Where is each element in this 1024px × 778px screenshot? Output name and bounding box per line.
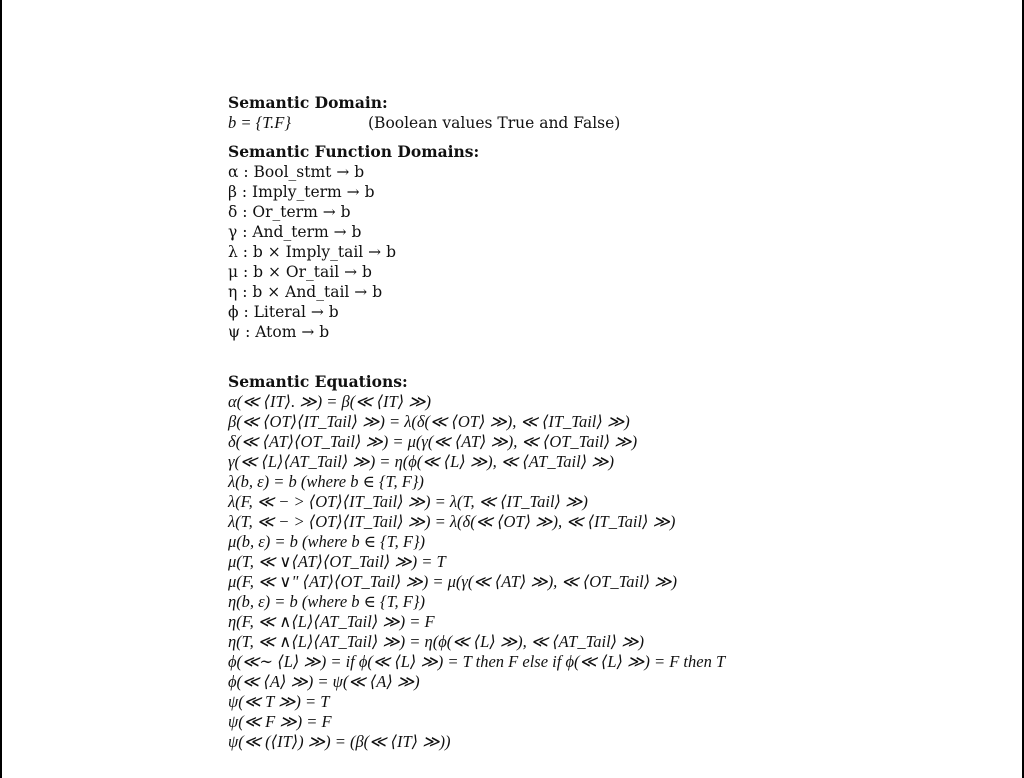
semantic-equation: λ(T, ≪ − > ⟨OT⟩⟨IT_Tail⟩ ≫) = λ(δ(≪ ⟨OT⟩ ≫), ≪ ⟨IT_Tail⟩ ≫) (228, 512, 676, 531)
function-domain-item: η : b × And_tail → b (228, 283, 383, 301)
semantic-equation: β(≪ ⟨OT⟩⟨IT_Tail⟩ ≫) = λ(δ(≪ ⟨OT⟩ ≫), ≪ ⟨IT_Tail⟩ ≫) (228, 412, 630, 431)
semantic-equation: α(≪ ⟨IT⟩. ≫) = β(≪ ⟨IT⟩ ≫) (228, 392, 432, 411)
function-domain-item: γ : And_term → b (228, 223, 362, 241)
function-domain-item: λ : b × Imply_tail → b (228, 243, 397, 261)
document-content (228, 93, 1008, 752)
semantic-equation: ϕ(≪ ⟨A⟩ ≫) = ψ(≪ ⟨A⟩ ≫) (228, 672, 420, 691)
semantic-domain-definition-row (228, 113, 1008, 133)
semantic-domain-definition: b = {T.F} (228, 113, 291, 132)
function-domain-item: β : Imply_term → b (228, 183, 375, 201)
semantic-domain-heading: Semantic Domain: (228, 93, 388, 112)
semantic-domain-note: (Boolean values True and False) (368, 114, 621, 132)
function-domain-item: δ : Or_term → b (228, 203, 351, 221)
function-domain-item: α : Bool_stmt → b (228, 163, 365, 181)
semantic-equation: ψ(≪ F ≫) = F (228, 712, 332, 731)
semantic-equation: γ(≪ ⟨L⟩⟨AT_Tail⟩ ≫) = η(ϕ(≪ ⟨L⟩ ≫), ≪ ⟨AT_Tail⟩ ≫) (228, 452, 615, 471)
semantic-equations-heading: Semantic Equations: (228, 372, 408, 391)
document-page (2, 0, 1022, 778)
semantic-equation: δ(≪ ⟨AT⟩⟨OT_Tail⟩ ≫) = μ(γ(≪ ⟨AT⟩ ≫), ≪ ⟨OT_Tail⟩ ≫) (228, 432, 638, 451)
semantic-equation: λ(F, ≪ − > ⟨OT⟩⟨IT_Tail⟩ ≫) = λ(T, ≪ ⟨IT_Tail⟩ ≫) (228, 492, 588, 511)
function-domains-heading: Semantic Function Domains: (228, 142, 480, 161)
function-domains-list (228, 162, 1008, 342)
semantic-equation: ψ(≪ (⟨IT⟩) ≫) = (β(≪ ⟨IT⟩ ≫)) (228, 732, 451, 751)
semantic-equation: μ(F, ≪ ∨" ⟨AT⟩⟨OT_Tail⟩ ≫) = μ(γ(≪ ⟨AT⟩ ≫), ≪ ⟨OT_Tail⟩ ≫) (228, 572, 678, 591)
semantic-equation: η(F, ≪ ∧⟨L⟩⟨AT_Tail⟩ ≫) = F (228, 612, 435, 631)
semantic-equation: λ(b, ε) = b (where b ∈ {T, F}) (228, 472, 424, 491)
semantic-equation: ψ(≪ T ≫) = T (228, 692, 330, 711)
function-domain-item: ψ : Atom → b (228, 323, 330, 341)
semantic-equation: η(T, ≪ ∧⟨L⟩⟨AT_Tail⟩ ≫) = η(ϕ(≪ ⟨L⟩ ≫), ≪ ⟨AT_Tail⟩ ≫) (228, 632, 644, 651)
semantic-equation: η(b, ε) = b (where b ∈ {T, F}) (228, 592, 425, 611)
semantic-equation: μ(T, ≪ ∨⟨AT⟩⟨OT_Tail⟩ ≫) = T (228, 552, 446, 571)
semantic-equation: ϕ(≪∼ ⟨L⟩ ≫) = if ϕ(≪ ⟨L⟩ ≫) = T then F else if ϕ(≪ ⟨L⟩ ≫) = F then T (228, 652, 726, 671)
function-domain-item: μ : b × Or_tail → b (228, 263, 372, 281)
semantic-equations-list (228, 392, 1008, 752)
function-domain-item: ϕ : Literal → b (228, 303, 339, 321)
semantic-equation: μ(b, ε) = b (where b ∈ {T, F}) (228, 532, 426, 551)
